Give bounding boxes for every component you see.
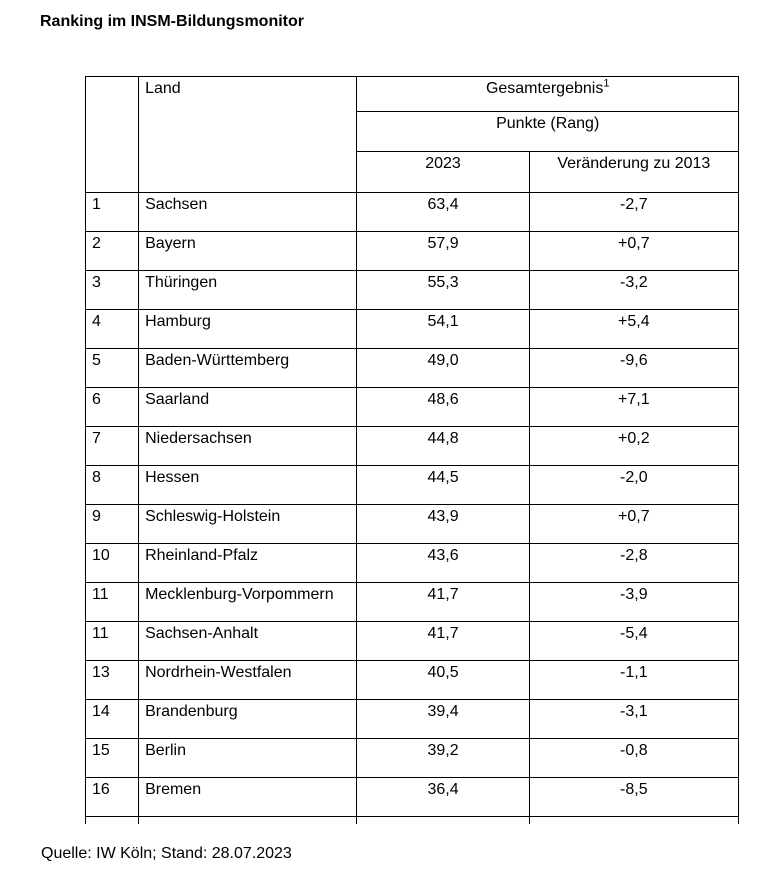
points-cell: 39,2 (357, 739, 529, 778)
points-cell: 57,9 (357, 232, 529, 271)
change-cell: -3,1 (529, 700, 738, 739)
year-column-header: 2023 (357, 152, 529, 193)
table-row (86, 661, 739, 700)
table-row (86, 349, 739, 388)
points-cell: 36,4 (357, 778, 529, 817)
rank-cell: 10 (86, 544, 139, 583)
table-row (86, 193, 739, 232)
rank-cell: 13 (86, 661, 139, 700)
page-title: Ranking im INSM-Bildungsmonitor (40, 13, 304, 30)
land-column-header: Land (139, 77, 357, 193)
rank-cell: 11 (86, 583, 139, 622)
change-cell: -1,1 (529, 661, 738, 700)
rank-cell: 4 (86, 310, 139, 349)
change-cell: -9,6 (529, 349, 738, 388)
source-note: Quelle: IW Köln; Stand: 28.07.2023 (41, 845, 292, 862)
rank-cell: 15 (86, 739, 139, 778)
table-row (86, 583, 739, 622)
rank-cell: 2 (86, 232, 139, 271)
punkte-rang-header: Punkte (Rang) (357, 112, 739, 152)
table-row (86, 271, 739, 310)
table-row (86, 232, 739, 271)
change-cell: +7,1 (529, 388, 738, 427)
change-cell: +0,7 (529, 232, 738, 271)
table-row (86, 739, 739, 778)
rank-cell: 16 (86, 778, 139, 817)
rank-column-header (86, 77, 139, 193)
rank-cell: 9 (86, 505, 139, 544)
change-cell: -2,0 (529, 466, 738, 505)
rank-cell: 11 (86, 622, 139, 661)
change-cell: -2,7 (529, 193, 738, 232)
points-cell: 49,0 (357, 349, 529, 388)
change-cell: +5,4 (529, 310, 738, 349)
change-cell: -8,5 (529, 778, 738, 817)
rank-cell: 3 (86, 271, 139, 310)
table-bottom-border-stub (86, 817, 739, 825)
points-cell: 43,9 (357, 505, 529, 544)
table-row (86, 700, 739, 739)
points-cell: 43,6 (357, 544, 529, 583)
land-cell: Hamburg (139, 310, 357, 349)
table-row (86, 505, 739, 544)
gesamtergebnis-label: Gesamtergebnis (485, 80, 604, 97)
land-cell: Saarland (139, 388, 357, 427)
table-row (86, 427, 739, 466)
rank-cell: 1 (86, 193, 139, 232)
table-row (86, 310, 739, 349)
table-row (86, 622, 739, 661)
change-column-header: Veränderung zu 2013 (529, 152, 738, 193)
land-cell: Nordrhein-Westfalen (139, 661, 357, 700)
rank-cell: 7 (86, 427, 139, 466)
points-cell: 41,7 (357, 583, 529, 622)
table-row (86, 778, 739, 817)
land-cell: Bremen (139, 778, 357, 817)
land-cell: Bayern (139, 232, 357, 271)
points-cell: 40,5 (357, 661, 529, 700)
points-cell: 55,3 (357, 271, 529, 310)
ranking-table (85, 76, 739, 824)
gesamtergebnis-header (357, 77, 739, 112)
change-cell: -0,8 (529, 739, 738, 778)
table-row (86, 544, 739, 583)
land-cell: Rheinland-Pfalz (139, 544, 357, 583)
points-cell: 44,8 (357, 427, 529, 466)
points-cell: 41,7 (357, 622, 529, 661)
land-cell: Berlin (139, 739, 357, 778)
change-cell: -5,4 (529, 622, 738, 661)
land-cell: Baden-Württemberg (139, 349, 357, 388)
rank-cell: 6 (86, 388, 139, 427)
land-cell: Thüringen (139, 271, 357, 310)
points-cell: 44,5 (357, 466, 529, 505)
change-cell: -2,8 (529, 544, 738, 583)
land-cell: Mecklenburg-Vorpommern (139, 583, 357, 622)
change-cell: -3,9 (529, 583, 738, 622)
land-cell: Sachsen (139, 193, 357, 232)
rank-cell: 14 (86, 700, 139, 739)
table-row (86, 388, 739, 427)
points-cell: 39,4 (357, 700, 529, 739)
land-cell: Sachsen-Anhalt (139, 622, 357, 661)
rank-cell: 5 (86, 349, 139, 388)
land-cell: Schleswig-Holstein (139, 505, 357, 544)
points-cell: 48,6 (357, 388, 529, 427)
points-cell: 63,4 (357, 193, 529, 232)
footnote-marker: 1 (603, 77, 610, 90)
points-cell: 54,1 (357, 310, 529, 349)
table-row (86, 466, 739, 505)
rank-cell: 8 (86, 466, 139, 505)
change-cell: +0,7 (529, 505, 738, 544)
land-cell: Niedersachsen (139, 427, 357, 466)
change-cell: -3,2 (529, 271, 738, 310)
change-cell: +0,2 (529, 427, 738, 466)
land-cell: Brandenburg (139, 700, 357, 739)
land-cell: Hessen (139, 466, 357, 505)
